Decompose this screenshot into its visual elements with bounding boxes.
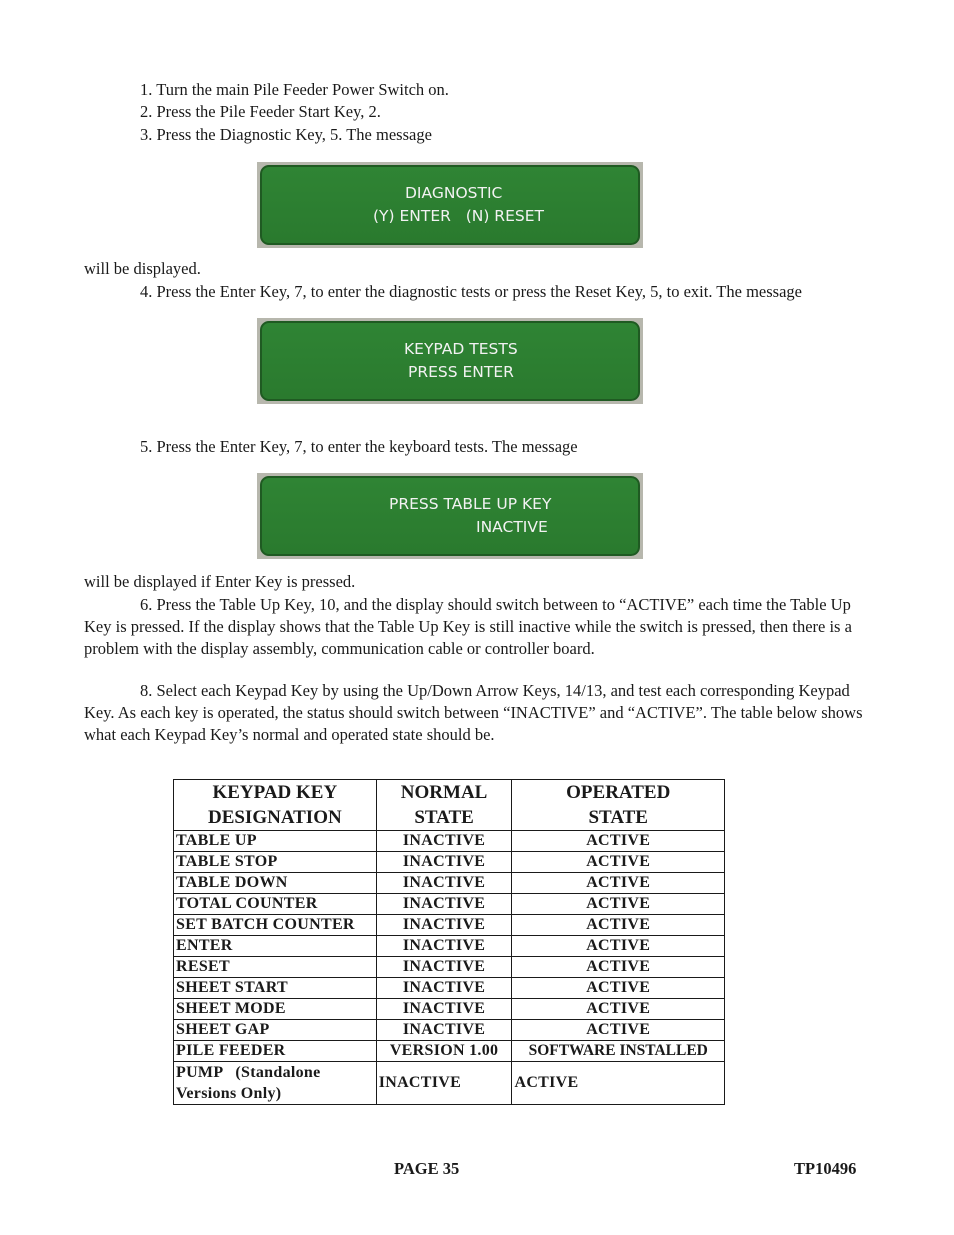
- normal-cell: INACTIVE: [376, 936, 512, 957]
- operated-cell: ACTIVE: [512, 936, 725, 957]
- key-cell: PILE FEEDER: [174, 1041, 377, 1062]
- operated-cell: ACTIVE: [512, 873, 725, 894]
- header-text: STATE: [414, 807, 474, 828]
- operated-cell: ACTIVE: [512, 957, 725, 978]
- table-row: [174, 1041, 725, 1062]
- key-cell: SHEET START: [174, 978, 377, 999]
- key-cell: TABLE STOP: [174, 852, 377, 873]
- step-8: 8. Select each Keypad Key by using the Up/Down Arrow Keys, 14/13, and test each corresponding Keypad Key. As each key is operated, the status should switch between “INACTIVE” and “ACTIVE”. The table below shows what each Keypad Key’s normal and operated state should be.: [84, 681, 863, 744]
- table-row: [174, 957, 725, 978]
- header-normal-state: [376, 780, 512, 831]
- lcd-line-1: PRESS TABLE UP KEY: [389, 495, 552, 513]
- lcd-display-table-up: [257, 473, 643, 559]
- key-cell: TOTAL COUNTER: [174, 894, 377, 915]
- header-text: OPERATED: [566, 782, 671, 803]
- header-keypad-key: [174, 780, 377, 831]
- table-row: [174, 999, 725, 1020]
- operated-cell: ACTIVE: [512, 915, 725, 936]
- header-operated-state: [512, 780, 725, 831]
- lcd-line-1: DIAGNOSTIC: [405, 184, 503, 202]
- lcd-line-1: KEYPAD TESTS: [404, 340, 518, 358]
- operated-cell: ACTIVE: [512, 831, 725, 852]
- key-cell: ENTER: [174, 936, 377, 957]
- operated-cell: ACTIVE: [512, 1062, 725, 1105]
- step-2: 2. Press the Pile Feeder Start Key, 2.: [140, 102, 381, 121]
- lcd-display-diagnostic: [257, 162, 643, 248]
- table-row: [174, 1062, 725, 1105]
- key-cell: SET BATCH COUNTER: [174, 915, 377, 936]
- table-row: [174, 936, 725, 957]
- step-5: 5. Press the Enter Key, 7, to enter the keyboard tests. The message: [140, 437, 578, 456]
- document-id: TP10496: [794, 1159, 857, 1178]
- header-text: NORMAL: [400, 782, 488, 803]
- normal-cell: INACTIVE: [376, 1020, 512, 1041]
- normal-cell: INACTIVE: [376, 915, 512, 936]
- normal-cell: INACTIVE: [376, 957, 512, 978]
- operated-cell: ACTIVE: [512, 852, 725, 873]
- normal-cell: VERSION 1.00: [376, 1041, 512, 1062]
- header-text: DESIGNATION: [207, 807, 342, 828]
- normal-cell: INACTIVE: [376, 1062, 512, 1105]
- header-text: STATE: [588, 807, 648, 828]
- step-3: 3. Press the Diagnostic Key, 5. The message: [140, 125, 432, 144]
- lcd-line-2: PRESS ENTER: [408, 363, 514, 381]
- key-cell: SHEET MODE: [174, 999, 377, 1020]
- operated-cell: ACTIVE: [512, 978, 725, 999]
- normal-cell: INACTIVE: [376, 852, 512, 873]
- keypad-state-table: [173, 779, 725, 1105]
- table-row: [174, 978, 725, 999]
- normal-cell: INACTIVE: [376, 873, 512, 894]
- lcd-line-2: (Y) ENTER (N) RESET: [373, 207, 544, 225]
- step-4: 4. Press the Enter Key, 7, to enter the diagnostic tests or press the Reset Key, 5, to exit. The message: [140, 282, 802, 301]
- table-row: [174, 915, 725, 936]
- lcd-display-keypad-tests: [257, 318, 643, 404]
- key-cell: TABLE DOWN: [174, 873, 377, 894]
- key-cell: SHEET GAP: [174, 1020, 377, 1041]
- operated-cell: ACTIVE: [512, 894, 725, 915]
- step-6: 6. Press the Table Up Key, 10, and the display should switch between to “ACTIVE” each time the Table Up Key is pressed. If the display shows that the Table Up Key is still inactive while the switch is pressed, then there is a problem with the display assembly, communication cable or controller board.: [84, 595, 852, 658]
- operated-cell: ACTIVE: [512, 999, 725, 1020]
- step-1: 1. Turn the main Pile Feeder Power Switch on.: [140, 80, 449, 99]
- text-will-be-displayed: will be displayed.: [84, 259, 201, 278]
- text-will-be-displayed-enter: will be displayed if Enter Key is pressed.: [84, 572, 356, 591]
- key-cell: TABLE UP: [174, 831, 377, 852]
- page-number: PAGE 35: [394, 1159, 460, 1178]
- table-row: [174, 852, 725, 873]
- normal-cell: INACTIVE: [376, 978, 512, 999]
- table-row: [174, 831, 725, 852]
- normal-cell: INACTIVE: [376, 999, 512, 1020]
- table-row: [174, 894, 725, 915]
- operated-cell: ACTIVE: [512, 1020, 725, 1041]
- table-header-row: [174, 780, 725, 831]
- operated-cell: SOFTWARE INSTALLED: [512, 1041, 725, 1062]
- key-cell: RESET: [174, 957, 377, 978]
- header-text: KEYPAD KEY: [212, 782, 338, 803]
- table-row: [174, 873, 725, 894]
- key-cell: PUMP (Standalone Versions Only): [174, 1062, 377, 1105]
- table-row: [174, 1020, 725, 1041]
- lcd-line-2: INACTIVE: [476, 518, 548, 536]
- normal-cell: INACTIVE: [376, 894, 512, 915]
- normal-cell: INACTIVE: [376, 831, 512, 852]
